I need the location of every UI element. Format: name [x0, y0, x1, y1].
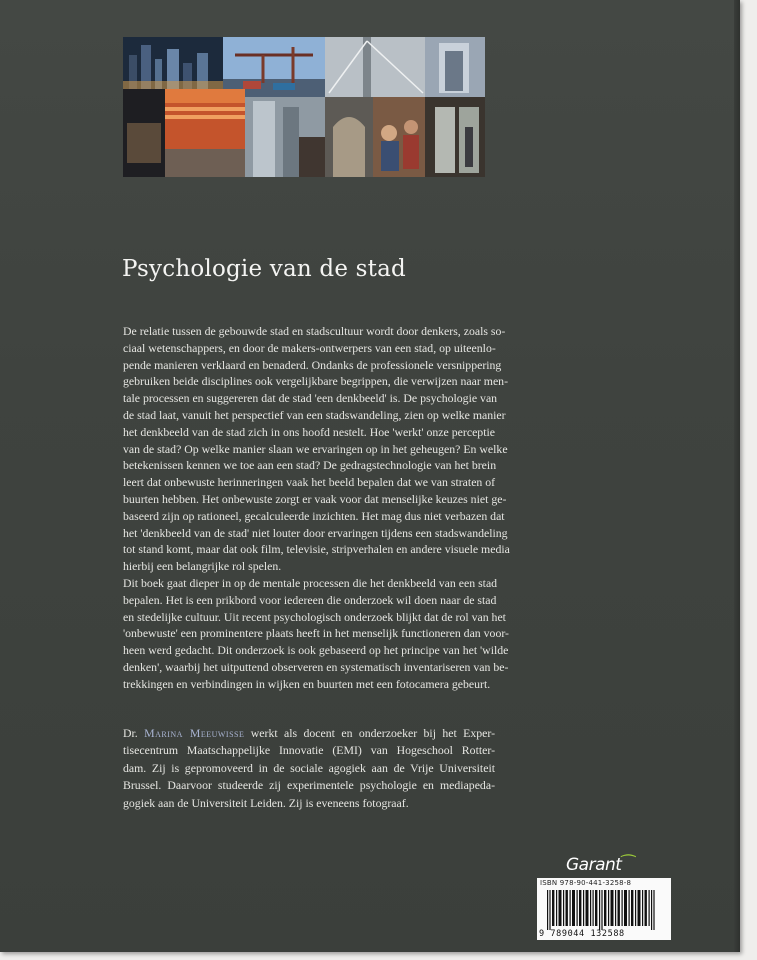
author-prefix: Dr.	[123, 726, 138, 740]
description-line: het 'denkbeeld van de stad' niet louter door ervaringen tijdens een stadswandeling	[123, 525, 508, 540]
description-line: tale processen en suggereren dat de stad 'een denkbeeld' is. De psychologie van	[123, 391, 498, 406]
publisher-name: Garant	[566, 855, 622, 875]
author-name: Marina Meeuwisse	[144, 726, 245, 740]
description-line: ciaal wetenschappers, en door de makers-ontwerpers van een stad, op uiteenlo-	[123, 340, 496, 355]
description-line: pende manieren verklaard en benaderd. Ondanks de professionele versnippering	[123, 357, 502, 372]
description-line: bepalen. Het is een prikbord voor iedereen die onderzoek wil doen naar de stad	[123, 592, 497, 607]
bio-line: gogiek aan de Universiteit Leiden. Zij is eveneens fotograaf.	[123, 795, 409, 810]
description-line: en stedelijke cultuur. Uit recent psychologisch onderzoek blijkt dat de rol van het	[123, 609, 506, 624]
description-line: leert dat onbewuste herinneringen vaak het beeld bepalen dat we van straten of	[123, 475, 496, 490]
author-bio	[123, 725, 495, 812]
description-line: buurten hebben. Het onbewuste zorgt er vaak voor dat menselijke keuzes niet ge-	[123, 491, 507, 506]
bio-line: dam. Zij is gepromoveerd in de sociale agogiek aan de Vrije Universiteit	[123, 760, 495, 775]
description-line: gebruiken beide disciplines ook vergelijkbare begrippen, die verwijzen naar men-	[123, 374, 509, 389]
bio-line-first	[123, 725, 495, 742]
description-line: trekkingen en verbindingen in wijken en buurten met een fotocamera gebeurt.	[123, 676, 491, 691]
publisher-swoosh-icon: ⁀	[621, 855, 635, 875]
city-photo-collage-image	[123, 37, 485, 177]
description-line: van de stad? Op welke manier slaan we ervaringen op in het geheugen? En welke	[123, 441, 508, 456]
photo-collage	[123, 37, 485, 177]
description-line: tot stand komt, maar dat ook film, televisie, stripverhalen en andere visuele media	[123, 542, 510, 557]
description-line: de stad laat, vanuit het perspectief van een stadswandeling, zien op welke manier	[123, 407, 506, 422]
description-line: De relatie tussen de gebouwde stad en stadscultuur wordt door denkers, zoals so-	[123, 324, 506, 338]
description-line: betekenissen kennen we toe aan een stad? De gedragstechnologie van het brein	[123, 458, 497, 473]
description-line: Dit boek gaat dieper in op de mentale processen die het denkbeeld van een stad	[123, 575, 498, 590]
description-line: 'onbewuste' een prominentere plaats heeft in het menselijk functioneren dan voor-	[123, 626, 509, 641]
bio-line: tisecentrum Maatschappelijke Innovatie (EMI) van Hogeschool Rotter-	[123, 743, 495, 758]
description-line: hierbij een belangrijke rol spelen.	[123, 559, 282, 574]
book-title: Psychologie van de stad	[122, 256, 406, 282]
description-line: denken', waarbij het uitputtend observeren en systematisch inventariseren van be-	[123, 659, 509, 674]
book-description	[123, 323, 510, 693]
ean-digits: 9 789044 132588	[539, 929, 625, 939]
isbn-number: ISBN 978-90-441-3258-8	[540, 879, 632, 887]
publisher-logo	[566, 855, 635, 875]
description-line: baseerd zijn op rationeel, gecalculeerde inzichten. Het mag dus niet verbazen dat	[123, 508, 505, 523]
bio-line: Brussel. Daarvoor studeerde zij experimentele psychologie en mediapeda-	[123, 778, 495, 793]
bio-first-text: werkt als docent en onderzoeker bij het Exper-	[250, 726, 496, 740]
description-line: het denkbeeld van de stad zich in ons hoofd nestelt. Hoe 'werkt' onze perceptie	[123, 424, 495, 439]
description-line: heen werd gedacht. Dit onderzoek is ook gebaseerd op het principe van het 'wilde	[123, 643, 509, 658]
